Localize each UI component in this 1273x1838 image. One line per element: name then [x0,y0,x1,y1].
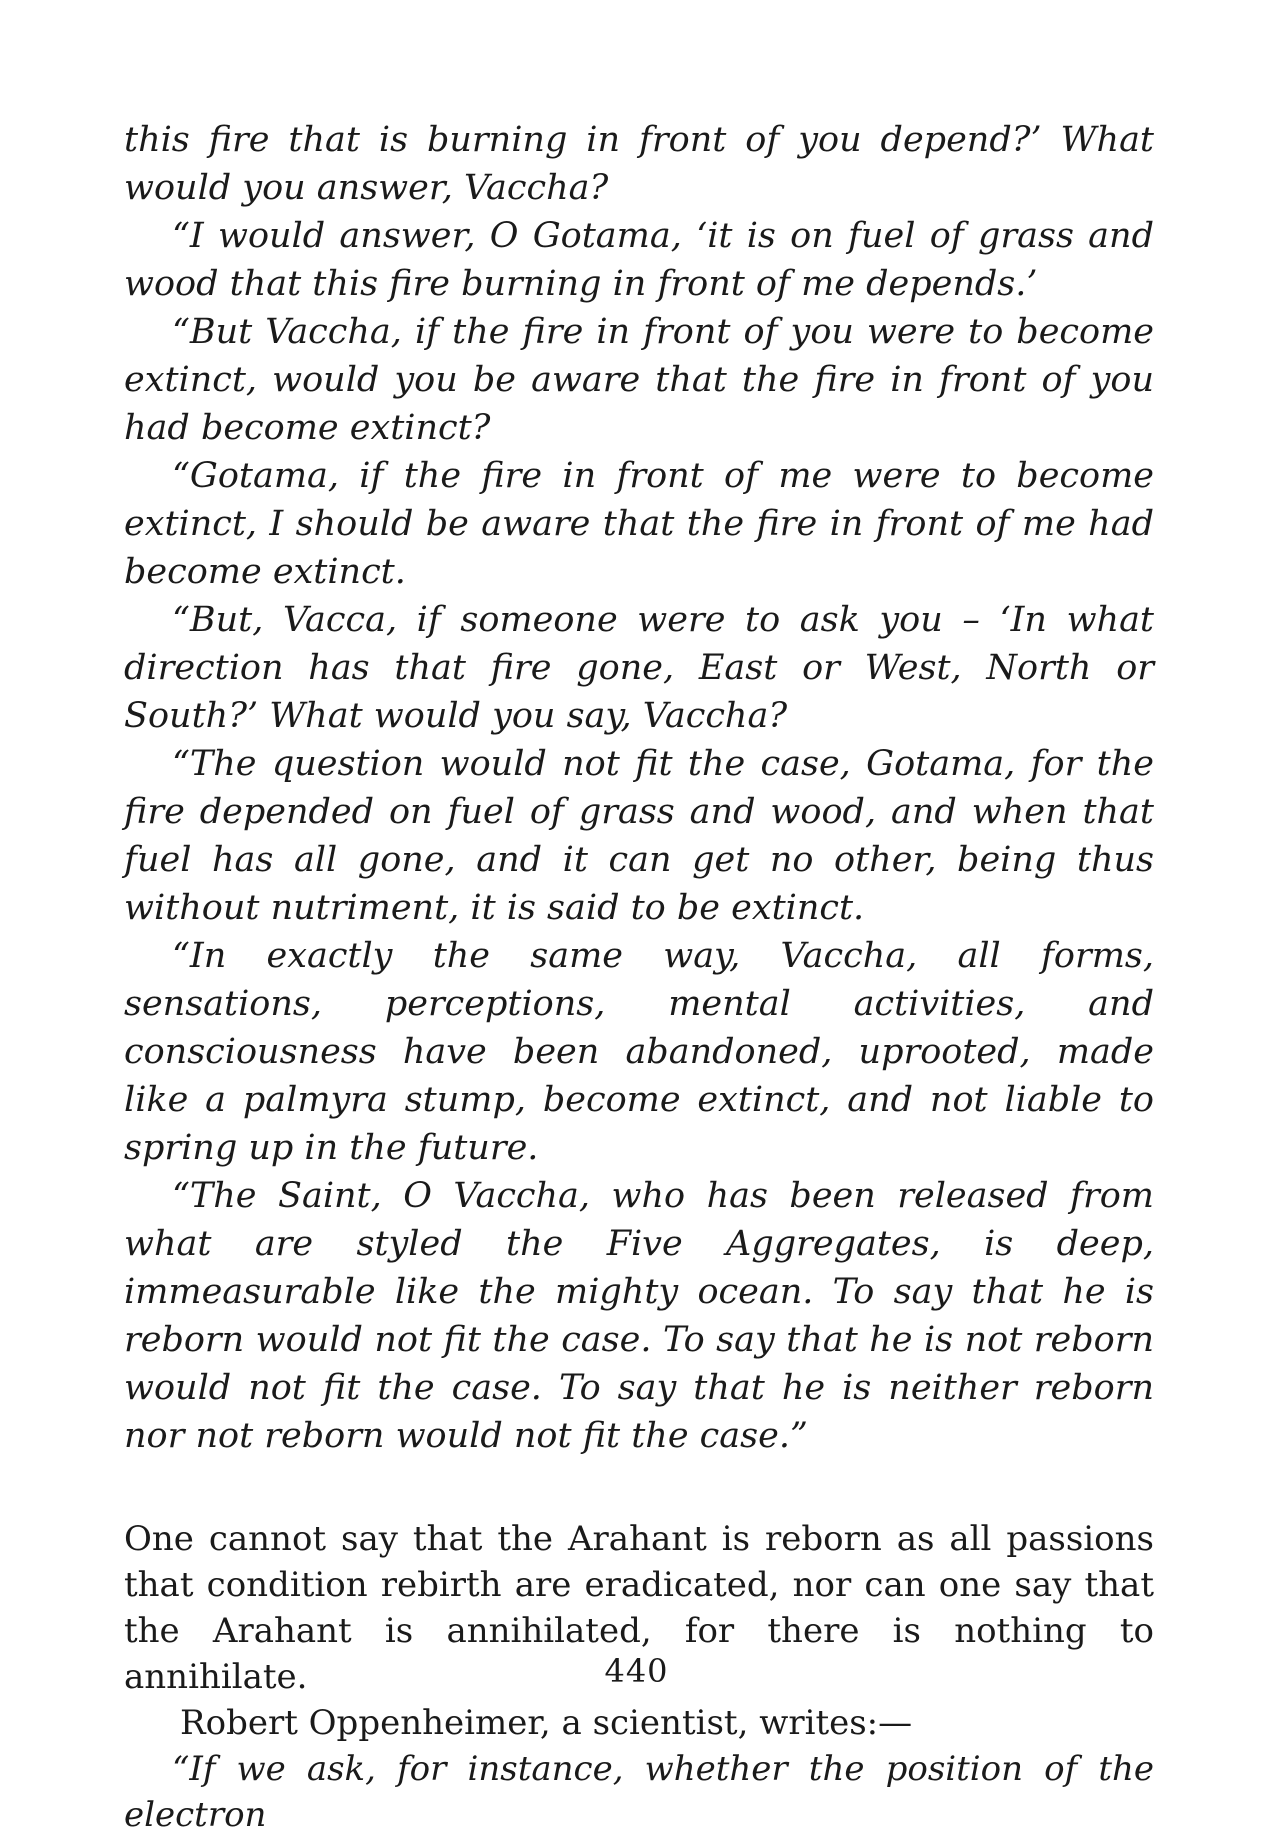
quote-paragraph: “But, Vacca, if someone were to ask you – ‘In what direction has that fire gone, East or West, North or South?’ What would you say, Vaccha? [124,600,1154,736]
page-content [124,116,1154,1838]
quote-paragraph: “Gotama, if the fire in front of me were to become extinct, I should be aware that the fire in front of me had become extinct. [124,456,1154,592]
body-paragraph: One cannot say that the Arahant is reborn as all passions that condition rebirth are eradicated, nor can one say that the Arahant is annihilated, for there is nothing to annihilate. [124,1519,1154,1697]
quote-paragraph: this fire that is burning in front of you depend?’ What would you answer, Vaccha? [124,120,1154,208]
body-paragraph: Robert Oppenheimer, a scientist, writes:— [180,1703,913,1743]
quote-paragraph: “The question would not fit the case, Gotama, for the fire depended on fuel of grass and wood, and when that fuel has all gone, and it can get no other, being thus without nutriment, it is said to be extinct. [124,744,1154,928]
page-number: 440 [604,1652,669,1690]
quote-paragraph: “The Saint, O Vaccha, who has been released from what are styled the Five Aggregates, is deep, immeasurable like the mighty ocean. To say that he is reborn would not fit the case. To say that he is not reborn would not fit the case. To say that he is neither reborn nor not reborn would not fit the case.” [124,1176,1154,1456]
quote-paragraph: “In exactly the same way, Vaccha, all forms, sensations, perceptions, mental activities, and consciousness have been abandoned, uprooted, made like a palmyra stump, become extinct, and not liable to spring up in the future. [124,936,1154,1168]
quoted-dialogue [124,116,1154,1460]
body-quote-start: “If we ask, for instance, whether the position of the electron [124,1749,1154,1835]
quote-paragraph: “But Vaccha, if the fire in front of you were to become extinct, would you be aware that the fire in front of you had become extinct? [124,312,1154,448]
quote-paragraph: “I would answer, O Gotama, ‘it is on fuel of grass and wood that this fire burning in front of me depends.’ [124,216,1154,304]
